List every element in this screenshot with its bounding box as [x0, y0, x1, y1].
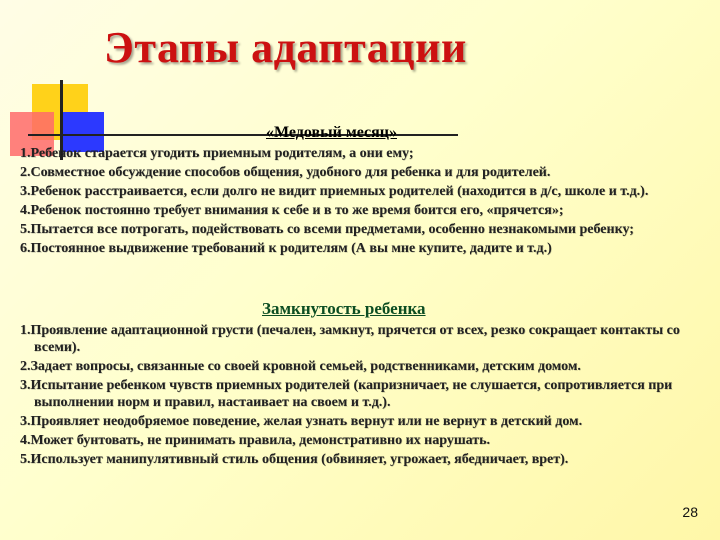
list-item: 3.Испытание ребенком чувств приемных родителей (капризничает, не слушается, сопротивляется при выполнении норм и правил, настаивает на своем и т.д.). — [20, 378, 673, 410]
section-heading-withdrawal: Замкнутость ребенка — [262, 299, 426, 318]
section-list-withdrawal — [20, 322, 710, 470]
slide-title: Этапы адаптации — [104, 23, 467, 72]
list-item: 2.Задает вопросы, связанные со своей кровной семьей, родственниками, детским домом. — [20, 359, 581, 374]
list-item: 1.Ребенок старается угодить приемным родителям, а они ему; — [20, 146, 414, 161]
list-item: 5.Пытается все потрогать, подействовать со всеми предметами, особенно незнакомыми ребенку; — [20, 222, 634, 237]
page-number: 28 — [682, 504, 698, 520]
list-item: 2.Совместное обсуждение способов общения, удобного для ребенка и для родителей. — [20, 165, 551, 180]
list-item: 3.Проявляет неодобряемое поведение, желая узнать вернут или не вернут в детский дом. — [20, 414, 583, 429]
list-item: 1.Проявление адаптационной грусти (печален, замкнут, прячется от всех, резко сокращает контакты со всеми). — [20, 323, 680, 355]
list-item: 5.Использует манипулятивный стиль общения (обвиняет, угрожает, ябедничает, врет). — [20, 452, 569, 467]
list-item: 6.Постоянное выдвижение требований к родителям (А вы мне купите, дадите и т.д.) — [20, 241, 552, 256]
list-item: 4.Может бунтовать, не принимать правила, демонстративно их нарушать. — [20, 433, 491, 448]
section-list-honeymoon — [20, 145, 710, 259]
list-item: 4.Ребенок постоянно требует внимания к себе и в то же время боится его, «прячется»; — [20, 203, 564, 218]
section-heading-honeymoon: «Медовый месяц» — [266, 124, 397, 141]
list-item: 3.Ребенок расстраивается, если долго не видит приемных родителей (находится в д/с, школе и т.д.). — [20, 184, 649, 199]
